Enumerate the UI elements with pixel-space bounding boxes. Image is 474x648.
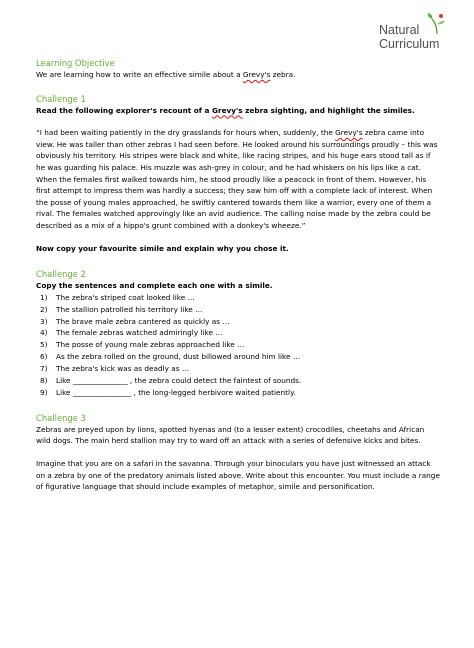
challenge-3-heading: Challenge 3 [36,412,86,423]
copy-simile-instruction: Now copy your favourite simile and explain why you chose it. [36,243,289,253]
list-item: 4) The female zebras watched admiringly like … [40,328,223,338]
simile-sentence-list [36,292,440,399]
spellcheck-word: Grevy's [211,105,243,115]
list-item: 1) The zebra's striped coat looked like … [40,292,195,302]
logo-word-curriculum: Curriculum [379,37,440,51]
spellcheck-word: Grevy's [335,128,363,138]
learning-objective-text: We are learning how to write an effective simile about a Grevy's zebra. [36,70,296,79]
spellcheck-word: Grevy's [242,70,271,79]
list-item: 2) The stallion patrolled his territory like … [40,304,203,314]
challenge-2-instruction: Copy the sentences and complete each one with a simile. [36,281,273,291]
list-item: 3) The brave male zebra cantered as quickly as … [40,316,230,326]
logo-word-natural: Natural [379,23,420,37]
challenge-1-instruction: Read the following explorer's recount of a Grevy's zebra sighting, and highlight the similes. [36,105,415,115]
learning-objective-heading: Learning Objective [36,58,115,68]
challenge-2-heading: Challenge 2 [36,269,86,280]
worksheet-content [36,58,440,493]
explorer-recount-paragraph: “I had been waiting patiently in the dry grasslands for hours when, suddenly, the Grevy's zebra came into view. He was taller than other zebras I had seen before. He looked around his surroundings proudly – this was obviously his territory. His stripes were black and white, like racing stripes, and his huge ears stood tall as if he was guarding his palace. His muzzle was ash-grey in colour, and he had whiskers on his lips like a cat. When the females first walked towards him, he stood proudly like a peacock in front of them. However, his first attempt to impress them was hardly a success; they saw him off with a complete lack of interest. When the posse of young males approached, he swiftly cantered towards them like a warrior, every one of them a rival. The females watched approvingly like an avid audience. The calling noise made by the zebra could be described as a mix of a hippo's grunt combined with a donkey's wheeze.” [36,128,438,230]
safari-writing-task: Imagine that you are on a safari in the savanna. Through your binoculars you have just witnessed an attack on a zebra by one of the predatory animals listed above. Write about this encounter. You must include a range of figurative language that should include examples of metaphor, simile and personification. [36,459,440,492]
list-item: 5) The posse of young male zebras approached like … [40,340,245,350]
sprout-icon [423,12,453,36]
list-item: 8) Like _______________ , the zebra could detect the faintest of sounds. [40,376,302,386]
list-item: 6) As the zebra rolled on the ground, dust billowed around him like … [40,352,301,362]
predators-paragraph: Zebras are preyed upon by lions, spotted hyenas and (to a lesser extent) crocodiles, cheetahs and African wild dogs. The main herd stallion may try to ward off an attack with a series of defensive kicks and bites. [36,424,425,446]
list-item: 7) The zebra's kick was as deadly as … [40,364,190,374]
list-item: 9) Like ________________ , the long-legged herbivore waited patiently. [40,387,296,397]
natural-curriculum-logo [375,12,467,52]
challenge-1-heading: Challenge 1 [36,93,86,104]
